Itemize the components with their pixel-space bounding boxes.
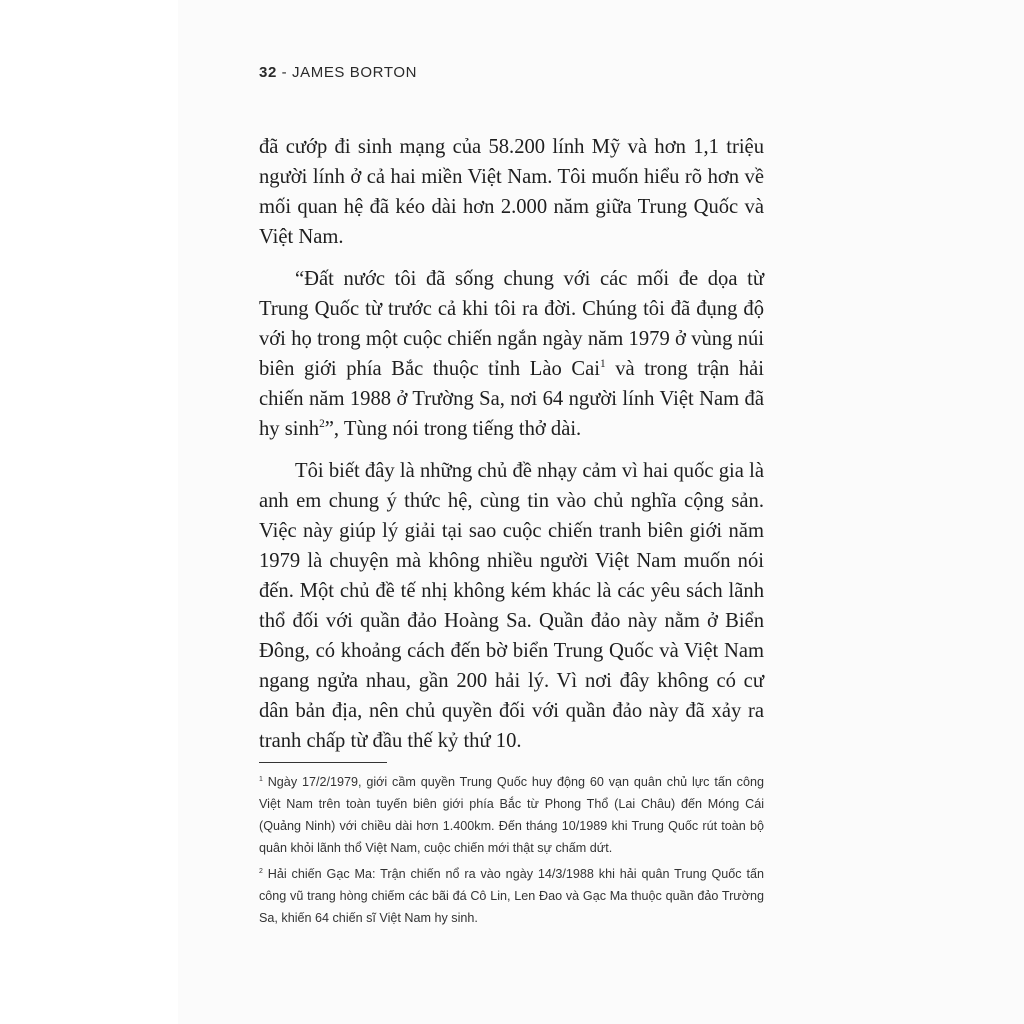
footnote-ref-1: 1 (599, 358, 606, 371)
running-header (259, 64, 417, 81)
footnote-1 (259, 771, 764, 859)
footnote-1-text: Ngày 17/2/1979, giới cầm quyền Trung Quốc huy động 60 vạn quân chủ lực tấn công Việt Nam trên toàn tuyến biên giới phía Bắc từ Phong Thổ (Lai Châu) đến Móng Cái (Quảng Ninh) với chiều dài hơn 1.400km. Đến tháng 10/1989 khi Trung Quốc rút toàn bộ quân khỏi lãnh thổ Việt Nam, cuộc chiến mới thật sự chấm dứt. (259, 775, 764, 855)
paragraph-3: Tôi biết đây là những chủ đề nhạy cảm vì hai quốc gia là anh em chung ý thức hệ, cùng tin vào chủ nghĩa cộng sản. Việc này giúp lý giải tại sao cuộc chiến tranh biên giới năm 1979 là chuyện mà không nhiều người Việt Nam muốn nói đến. Một chủ đề tế nhị không kém khác là các yêu sách lãnh thổ đối với quần đảo Hoàng Sa. Quần đảo này nằm ở Biển Đông, có khoảng cách đến bờ biển Trung Quốc và Việt Nam ngang ngửa nhau, gần 200 hải lý. Vì nơi đây không có cư dân bản địa, nên chủ quyền đối với quần đảo này đã xảy ra tranh chấp từ đầu thế kỷ thứ 10. (259, 460, 764, 752)
paragraph-2-part-c: ”, Tùng nói trong tiếng thở dài. (324, 418, 582, 440)
footnote-divider (259, 762, 387, 763)
footnote-2-mark: 2 (259, 867, 263, 875)
header-separator: - (276, 64, 293, 81)
paragraph-2-part-a: “Đất nước tôi đã sống chung với các mối đe dọa từ Trung Quốc từ trước cả khi tôi ra đời. Chúng tôi đã đụng độ với họ trong một cuộc chiến ngắn ngày năm 1979 ở vùng núi biên giới phía Bắc thuộc tỉnh Lào Cai (259, 268, 764, 380)
paragraph-2 (259, 264, 764, 444)
paragraph-1: đã cướp đi sinh mạng của 58.200 lính Mỹ và hơn 1,1 triệu người lính ở cả hai miền Việt Nam. Tôi muốn hiểu rõ hơn về mối quan hệ đã kéo dài hơn 2.000 năm giữa Trung Quốc và Việt Nam. (259, 136, 764, 248)
footnote-1-mark: 1 (259, 775, 263, 783)
footnote-2 (259, 863, 764, 929)
header-author: JAMES BORTON (292, 64, 418, 81)
footnote-2-text: Hải chiến Gạc Ma: Trận chiến nổ ra vào ngày 14/3/1988 khi hải quân Trung Quốc tấn công vũ trang hòng chiếm các bãi đá Cô Lin, Len Đao và Gạc Ma thuộc quần đảo Trường Sa, khiến 64 chiến sĩ Việt Nam hy sinh. (259, 867, 764, 925)
page-number: 32 (259, 64, 277, 81)
body-text (259, 132, 764, 768)
paragraph-2-part-b: và trong trận hải chiến năm 1988 ở Trường Sa, nơi 64 người lính Việt Nam đã hy sinh (259, 358, 764, 440)
footnotes (259, 771, 764, 933)
footnote-ref-2: 2 (319, 418, 325, 431)
